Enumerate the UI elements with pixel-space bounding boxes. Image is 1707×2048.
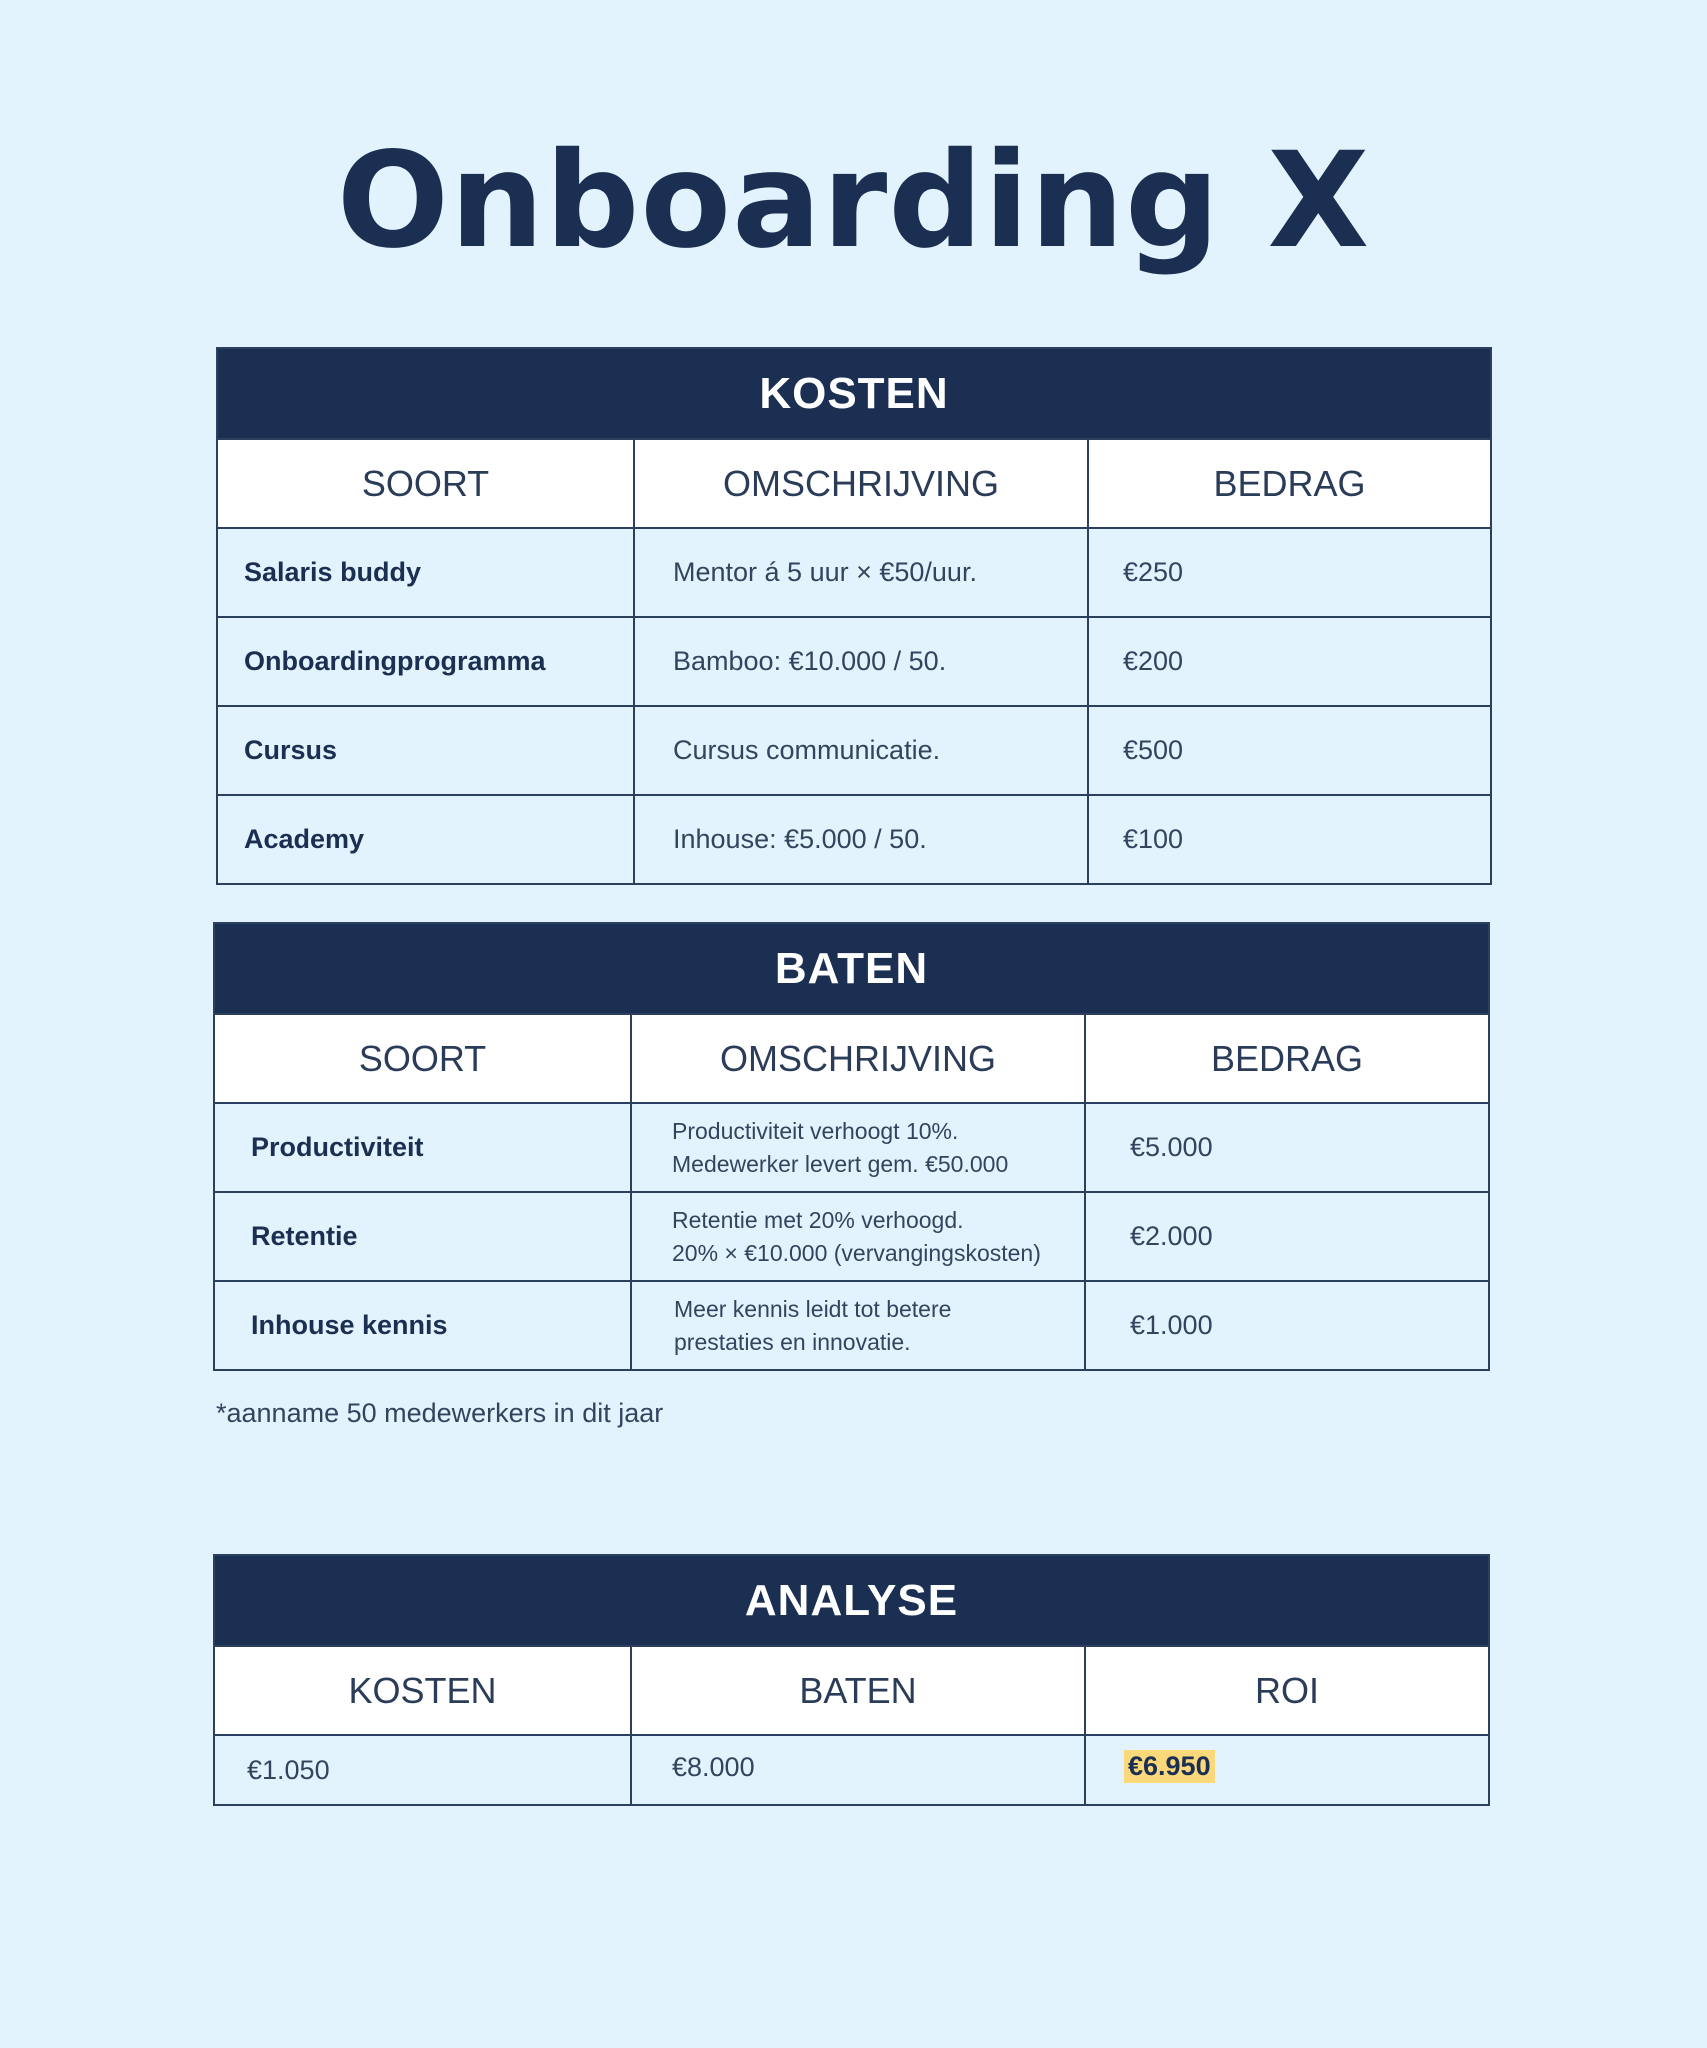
baten-column-headers	[215, 1013, 1488, 1102]
table-row	[215, 1191, 1488, 1280]
analyse-table	[213, 1554, 1490, 1806]
cell-omschrijving	[632, 1193, 1086, 1280]
description-line: prestaties en innovatie.	[674, 1328, 911, 1355]
cell-soort: Inhouse kennis	[215, 1282, 632, 1369]
cell-soort: Productiviteit	[215, 1104, 632, 1191]
cell-omschrijving: Mentor á 5 uur × €50/uur.	[635, 529, 1089, 616]
cell-soort: Academy	[218, 796, 635, 883]
baten-table	[213, 922, 1490, 1371]
table-row	[215, 1280, 1488, 1369]
cell-bedrag: €250	[1123, 557, 1184, 587]
cell-soort: Cursus	[218, 707, 635, 794]
page-title: Onboarding X	[336, 124, 1371, 278]
description-line: Meer kennis leidt tot betere	[674, 1295, 952, 1322]
column-header-kosten: KOSTEN	[215, 1647, 632, 1734]
column-header-omschrijving: OMSCHRIJVING	[632, 1015, 1086, 1102]
cell-bedrag: €1.000	[1130, 1310, 1213, 1340]
cell-omschrijving: Bamboo: €10.000 / 50.	[635, 618, 1089, 705]
cell-roi	[1086, 1736, 1488, 1804]
roi-highlight: €6.950	[1124, 1750, 1215, 1783]
cell-soort: Salaris buddy	[218, 529, 635, 616]
cell-bedrag: €500	[1123, 735, 1184, 765]
cell-soort: Onboardingprogramma	[218, 618, 635, 705]
column-header-bedrag: BEDRAG	[1213, 462, 1366, 504]
kosten-table	[216, 347, 1492, 885]
analyse-column-headers	[215, 1645, 1488, 1734]
column-header-bedrag: BEDRAG	[1210, 1037, 1364, 1079]
table-row	[218, 616, 1490, 705]
table-row	[218, 794, 1490, 883]
cell-omschrijving	[632, 1282, 1086, 1369]
column-header-soort: SOORT	[218, 440, 635, 527]
description-line: Productiviteit verhoogt 10%.	[672, 1117, 959, 1144]
table-row	[218, 527, 1490, 616]
table-row	[215, 1734, 1488, 1804]
column-header-soort: SOORT	[215, 1015, 632, 1102]
table-row	[215, 1102, 1488, 1191]
cell-bedrag: €200	[1123, 646, 1184, 676]
column-header-roi: ROI	[1254, 1669, 1319, 1711]
description-line: 20% × €10.000 (vervangingskosten)	[672, 1239, 1041, 1266]
kosten-table-heading: KOSTEN	[218, 349, 1490, 438]
cell-bedrag: €2.000	[1130, 1221, 1213, 1251]
analyse-table-heading: ANALYSE	[215, 1556, 1488, 1645]
cell-omschrijving: Cursus communicatie.	[635, 707, 1089, 794]
baten-table-heading: BATEN	[215, 924, 1488, 1013]
kosten-column-headers	[218, 438, 1490, 527]
description-line: Retentie met 20% verhoogd.	[672, 1206, 964, 1233]
cell-bedrag: €100	[1123, 824, 1184, 854]
cell-bedrag: €5.000	[1130, 1132, 1213, 1162]
footnote: *aanname 50 medewerkers in dit jaar	[216, 1398, 664, 1428]
column-header-baten: BATEN	[632, 1647, 1086, 1734]
description-line: Medewerker levert gem. €50.000	[672, 1150, 1009, 1177]
table-row	[218, 705, 1490, 794]
cell-omschrijving: Inhouse: €5.000 / 50.	[635, 796, 1089, 883]
cell-omschrijving	[632, 1104, 1086, 1191]
cell-baten-total: €8.000	[632, 1736, 1086, 1804]
cell-kosten-total: €1.050	[215, 1736, 632, 1804]
column-header-omschrijving: OMSCHRIJVING	[635, 440, 1089, 527]
cell-soort: Retentie	[215, 1193, 632, 1280]
